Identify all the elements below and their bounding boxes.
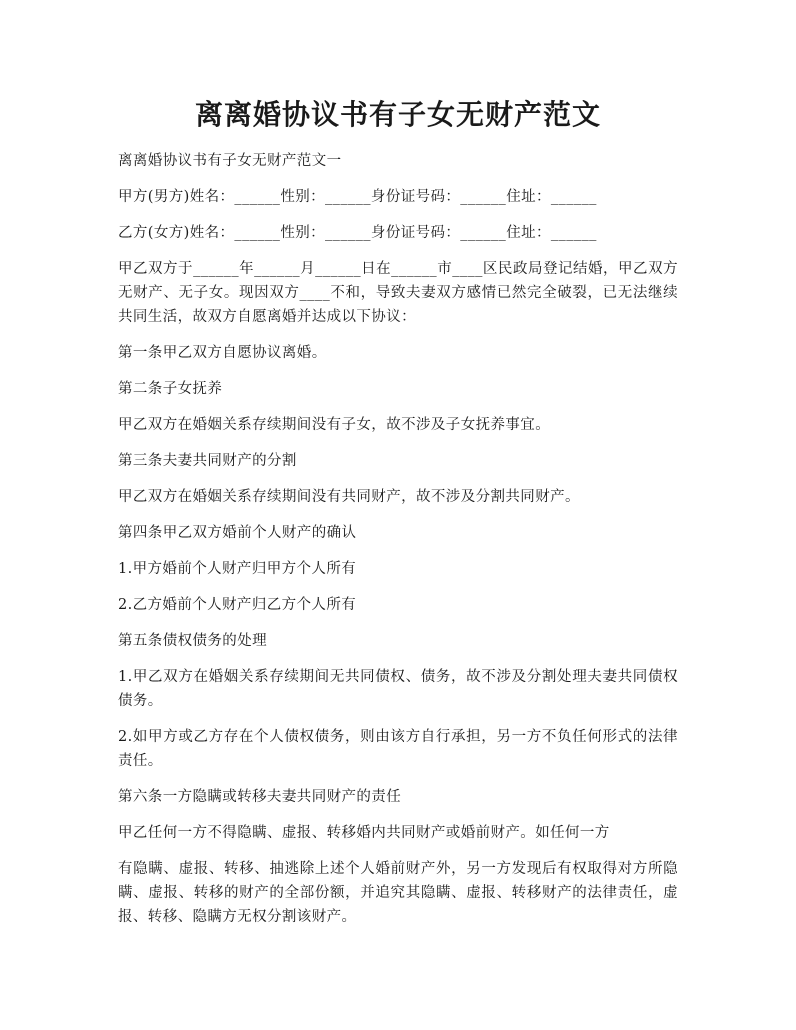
paragraph-party-a: 甲方(男方)姓名：______性别：______身份证号码：______住址：______: [118, 189, 597, 205]
document-body: [118, 149, 678, 929]
document-title: 离离婚协议书有子女无财产范文: [194, 98, 601, 131]
paragraph-article-3-heading: 第三条夫妻共同财产的分割: [118, 453, 297, 469]
paragraph-article-5-item-2: 2.如甲方或乙方存在个人债权债务，则由该方自行承担，另一方不负任何形式的法律责任。: [118, 729, 678, 769]
paragraph-article-5-item-1: 1.甲乙双方在婚姻关系存续期间无共同债权、债务，故不涉及分割处理夫妻共同债权债务。: [118, 669, 678, 709]
paragraph-article-4-item-1: 1.甲方婚前个人财产归甲方个人所有: [118, 561, 357, 577]
paragraph-article-6-heading: 第六条一方隐瞒或转移夫妻共同财产的责任: [118, 789, 402, 805]
paragraph-article-3-body: 甲乙双方在婚姻关系存续期间没有共同财产，故不涉及分割共同财产。: [118, 489, 580, 505]
paragraph-article-5-heading: 第五条债权债务的处理: [118, 633, 267, 649]
paragraph-article-6-body-1: 甲乙任何一方不得隐瞒、虚报、转移婚内共同财产或婚前财产。如任何一方: [118, 825, 610, 841]
paragraph-article-6-body-2: 有隐瞒、虚报、转移、抽逃除上述个人婚前财产外，另一方发现后有权取得对方所隐瞒、虚报、转移的财产的全部份额，并追究其隐瞒、虚报、转移财产的法律责任，虚报、转移、隐瞒方无权分割该财产。: [118, 861, 678, 925]
paragraph-article-2-body: 甲乙双方在婚姻关系存续期间没有子女，故不涉及子女抚养事宜。: [118, 417, 551, 433]
paragraph-party-b: 乙方(女方)姓名：______性别：______身份证号码：______住址：______: [118, 225, 597, 241]
paragraph-article-2-heading: 第二条子女抚养: [118, 381, 223, 397]
paragraph-article-4-heading: 第四条甲乙双方婚前个人财产的确认: [118, 525, 357, 541]
paragraph-article-1: 第一条甲乙双方自愿协议离婚。: [118, 345, 327, 361]
paragraph-subtitle: 离离婚协议书有子女无财产范文一: [118, 153, 342, 169]
paragraph-article-4-item-2: 2.乙方婚前个人财产归乙方个人所有: [118, 597, 357, 613]
paragraph-intro: 甲乙双方于______年______月______日在______市____区民政局登记结婚，甲乙双方无财产、无子女。现因双方____不和，导致夫妻双方感情已然完全破裂，已无法继续共同生活，故双方自愿离婚并达成以下协议：: [118, 261, 678, 325]
